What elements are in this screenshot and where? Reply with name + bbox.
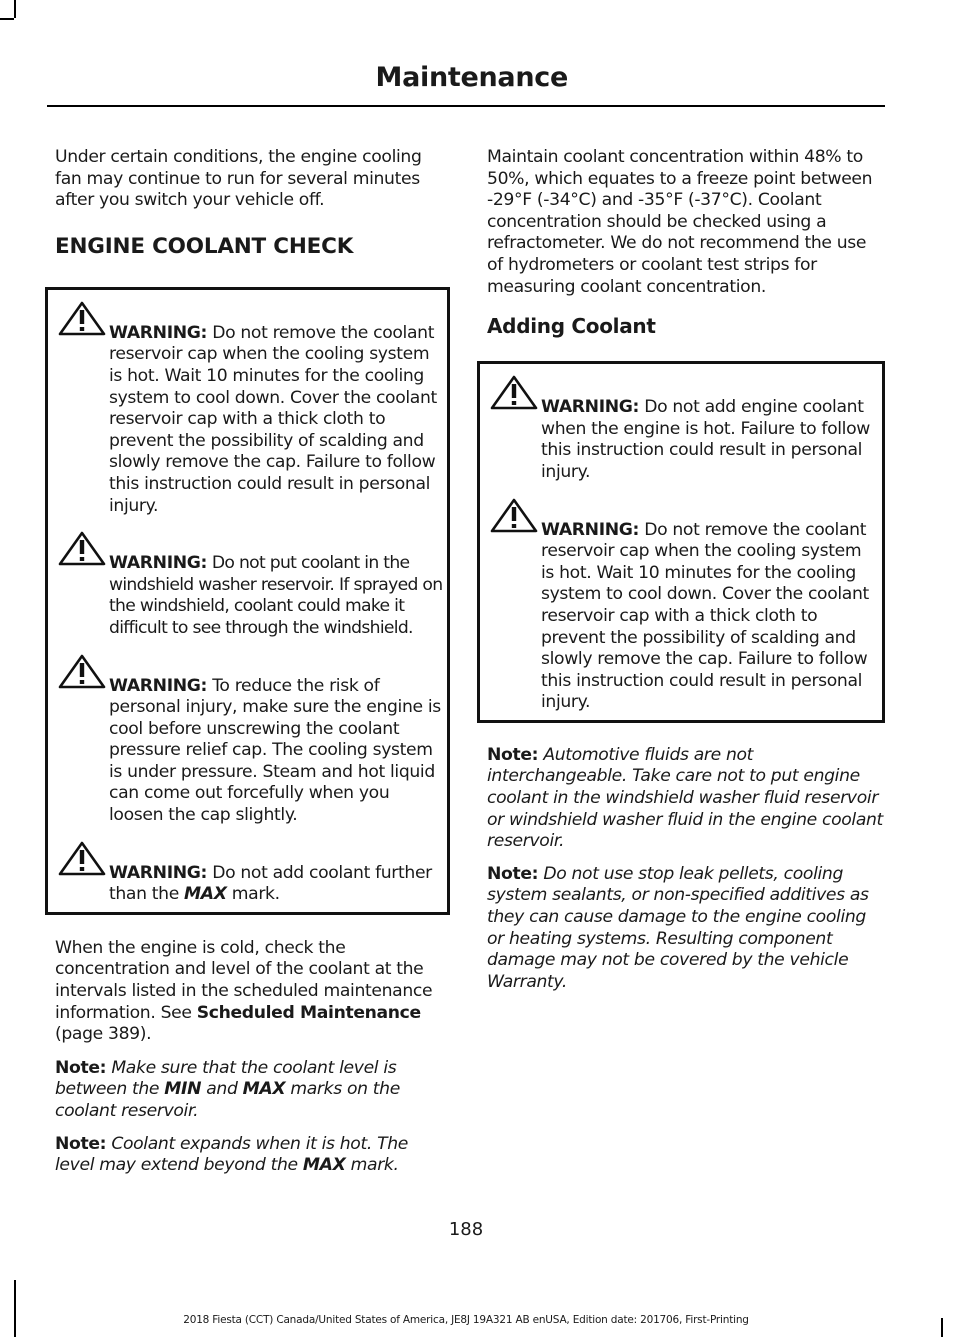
note-text: Do not use stop leak pellets, cooling system sealants, or non-specified additives as they can cause damage to the engine cooling or heating systems. Resulting component damage may not be covered by the vehicle Warranty.: [487, 863, 869, 992]
page-number: 188: [448, 1219, 484, 1240]
warning-item: [489, 497, 878, 714]
warning-label: WARNING:: [109, 675, 208, 696]
page-reference: (page 389).: [55, 1024, 152, 1045]
note-text: Make sure that the coolant level is between the: [55, 1057, 397, 1100]
warning-label: WARNING:: [109, 862, 208, 883]
footer-edition-info: 2018 Fiesta (CCT) Canada/United States of America, JE8J 19A321 AB enUSA, Edition date: 201706, First-Printing: [183, 1314, 749, 1326]
header-divider: [47, 105, 885, 107]
max-mark-label: MAX: [242, 1079, 286, 1100]
crop-mark: [14, 1280, 16, 1337]
warning-triangle-icon: [57, 530, 107, 568]
note-text: marks on the coolant reservoir.: [55, 1079, 400, 1121]
note-label: Note:: [487, 744, 539, 765]
warning-triangle-icon: [57, 300, 107, 338]
warning-label: WARNING:: [109, 322, 208, 343]
warning-text: Do not add engine coolant when the engine is hot. Failure to follow this instruction could result in personal injury.: [541, 397, 870, 482]
warning-triangle-icon: [489, 497, 539, 535]
intro-paragraph: Under certain conditions, the engine cooling fan may continue to run for several minutes after you switch your vehicle off.: [55, 147, 422, 211]
cold-check-text: When the engine is cold, check the concentration and level of the coolant at the intervals listed in the scheduled maintenance information. See: [55, 937, 433, 1023]
warning-item: [57, 300, 443, 517]
left-column: [55, 147, 450, 1188]
max-mark-label: MAX: [184, 884, 227, 905]
crop-mark: [941, 1318, 943, 1337]
cold-check-paragraph: [55, 938, 450, 1046]
warning-triangle-icon: [57, 653, 107, 691]
scheduled-maintenance-link[interactable]: Scheduled Maintenance: [196, 1002, 421, 1023]
warning-text: Do not add coolant further than the: [109, 862, 432, 905]
warning-item: [489, 374, 878, 483]
warning-item: [57, 840, 443, 906]
note-text: Coolant expands when it is hot. The level may extend beyond the: [55, 1133, 409, 1176]
note-label: Note:: [55, 1057, 107, 1078]
note-coolant-level: [55, 1058, 450, 1123]
warning-triangle-icon: [489, 374, 539, 412]
subsection-title: Adding Coolant: [487, 314, 656, 339]
note-label: Note:: [487, 863, 539, 884]
warning-label: WARNING:: [109, 553, 208, 574]
crop-mark: [14, 0, 16, 18]
note-text: and: [201, 1079, 243, 1100]
warning-box: [477, 361, 885, 723]
page-header-title: Maintenance: [375, 62, 568, 93]
warning-label: WARNING:: [541, 397, 640, 418]
warning-text: Do not remove the coolant reservoir cap when the cooling system is hot. Wait 10 minutes for the cooling system to cool down. Cover the coolant reservoir cap with a thick cloth to prevent the possibility of scalding and slowly remove the cap. Failure to follow this instruction could result in personal injury.: [109, 322, 437, 516]
warning-text: To reduce the risk of personal injury, make sure the engine is cool before unscrewing the coolant pressure relief cap. The cooling system is under pressure. Steam and hot liquid can come out forcefully when you loosen the cap slightly.: [109, 675, 441, 826]
note-fluids: [487, 745, 885, 853]
note-coolant-expands: [55, 1134, 450, 1177]
note-text: mark.: [345, 1155, 399, 1176]
concentration-paragraph: Maintain coolant concentration within 48% to 50%, which equates to a freeze point between -29°F (-34°C) and -35°F (-37°C). Coolant concentration should be checked using a refractometer. We do not recommend the use of hydrometers or coolant test strips for measuring coolant concentration.: [487, 147, 873, 297]
warning-triangle-icon: [57, 840, 107, 878]
crop-mark: [0, 18, 14, 20]
warning-box: [45, 287, 450, 915]
warning-text: Do not remove the coolant reservoir cap when the cooling system is hot. Wait 10 minutes for the cooling system to cool down. Cover the coolant reservoir cap with a thick cloth to prevent the possibility of scalding and slowly remove the cap. Failure to follow this instruction could result in personal injury.: [541, 519, 869, 713]
warning-item: [57, 530, 443, 639]
min-mark-label: MIN: [164, 1079, 202, 1100]
warning-label: WARNING:: [541, 519, 640, 540]
warning-text: Do not put coolant in the windshield washer reservoir. If sprayed on the windshield, coolant could make it difficult to see through the windshield.: [109, 553, 443, 638]
note-text: Automotive fluids are not interchangeable. Take care not to put engine coolant in the windshield washer fluid reservoir or windshield washer fluid in the engine coolant reservoir.: [487, 744, 883, 852]
section-title: ENGINE COOLANT CHECK: [55, 233, 354, 259]
note-stop-leak: [487, 864, 885, 994]
right-column: [487, 147, 885, 1004]
warning-item: [57, 653, 443, 827]
max-mark-label: MAX: [302, 1155, 346, 1176]
note-label: Note:: [55, 1133, 107, 1154]
warning-text-end: mark.: [226, 884, 280, 905]
